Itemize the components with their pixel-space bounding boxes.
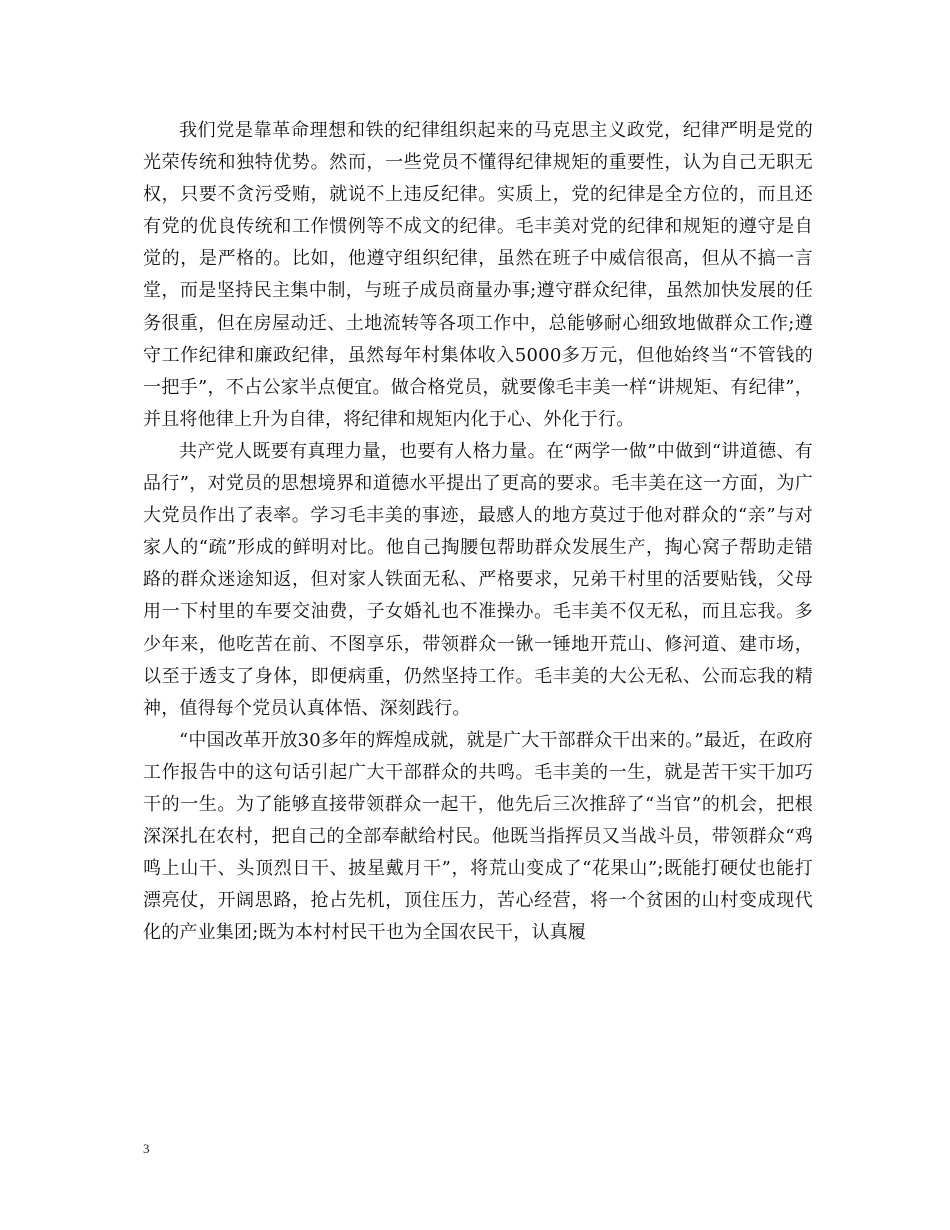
paragraph-character: 共产党人既要有真理力量，也要有人格力量。在“两学一做”中做到“讲道德、有品行”，对党员的思想境界和道德水平提出了更高的要求。毛丰美在这一方面，为广大党员作出了表率。学习毛丰美的事迹，最感人的地方莫过于他对群众的“亲”与对家人的“疏”形成的鲜明对比。他自己掏腰包帮助群众发展生产，掏心窝子帮助走错路的群众迷途知返，但对家人铁面无私、严格要求，兄弟干村里的活要贴钱，父母用一下村里的车要交油费，子女婚礼也不准操办。毛丰美不仅无私，而且忘我。多少年来，他吃苦在前、不图享乐，带领群众一锹一锤地开荒山、修河道、建市场，以至于透支了身体，即便病重，仍然坚持工作。毛丰美的大公无私、公而忘我的精神，值得每个党员认真体悟、深刻践行。: [143, 440, 813, 719]
paragraph-hard-work: “中国改革开放30多年的辉煌成就，就是广大干部群众干出来的。”最近，在政府工作报告中的这句话引起广大干部群众的共鸣。毛丰美的一生，就是苦干实干加巧干的一生。为了能够直接带领群众一起干，他先后三次推辞了“当官”的机会，把根深深扎在农村，把自己的全部奉献给村民。他既当指挥员又当战斗员，带领群众“鸡鸣上山干、头顶烈日干、披星戴月干”，将荒山变成了“花果山”;既能打硬仗也能打漂亮仗，开阔思路，抢占先机，顶住压力，苦心经营，将一个贫困的山村变成现代化的产业集团;既为本村村民干也为全国农民干，认真履: [143, 729, 813, 944]
document-body: [143, 115, 813, 949]
paragraph-discipline: 我们党是靠革命理想和铁的纪律组织起来的马克思主义政党，纪律严明是党的光荣传统和独特优势。然而，一些党员不懂得纪律规矩的重要性，认为自己无职无权，只要不贪污受贿，就说不上违反纪律。实质上，党的纪律是全方位的，而且还有党的优良传统和工作惯例等不成文的纪律。毛丰美对党的纪律和规矩的遵守是自觉的，是严格的。比如，他遵守组织纪律，虽然在班子中威信很高，但从不搞一言堂，而是坚持民主集中制，与班子成员商量办事;遵守群众纪律，虽然加快发展的任务很重，但在房屋动迁、土地流转等各项工作中，总能够耐心细致地做群众工作;遵守工作纪律和廉政纪律，虽然每年村集体收入5000多万元，但他始终当“不管钱的一把手”，不占公家半点便宜。做合格党员，就要像毛丰美一样“讲规矩、有纪律”，并且将他律上升为自律，将纪律和规矩内化于心、外化于行。: [143, 120, 813, 430]
page-number: 3: [143, 1141, 150, 1156]
